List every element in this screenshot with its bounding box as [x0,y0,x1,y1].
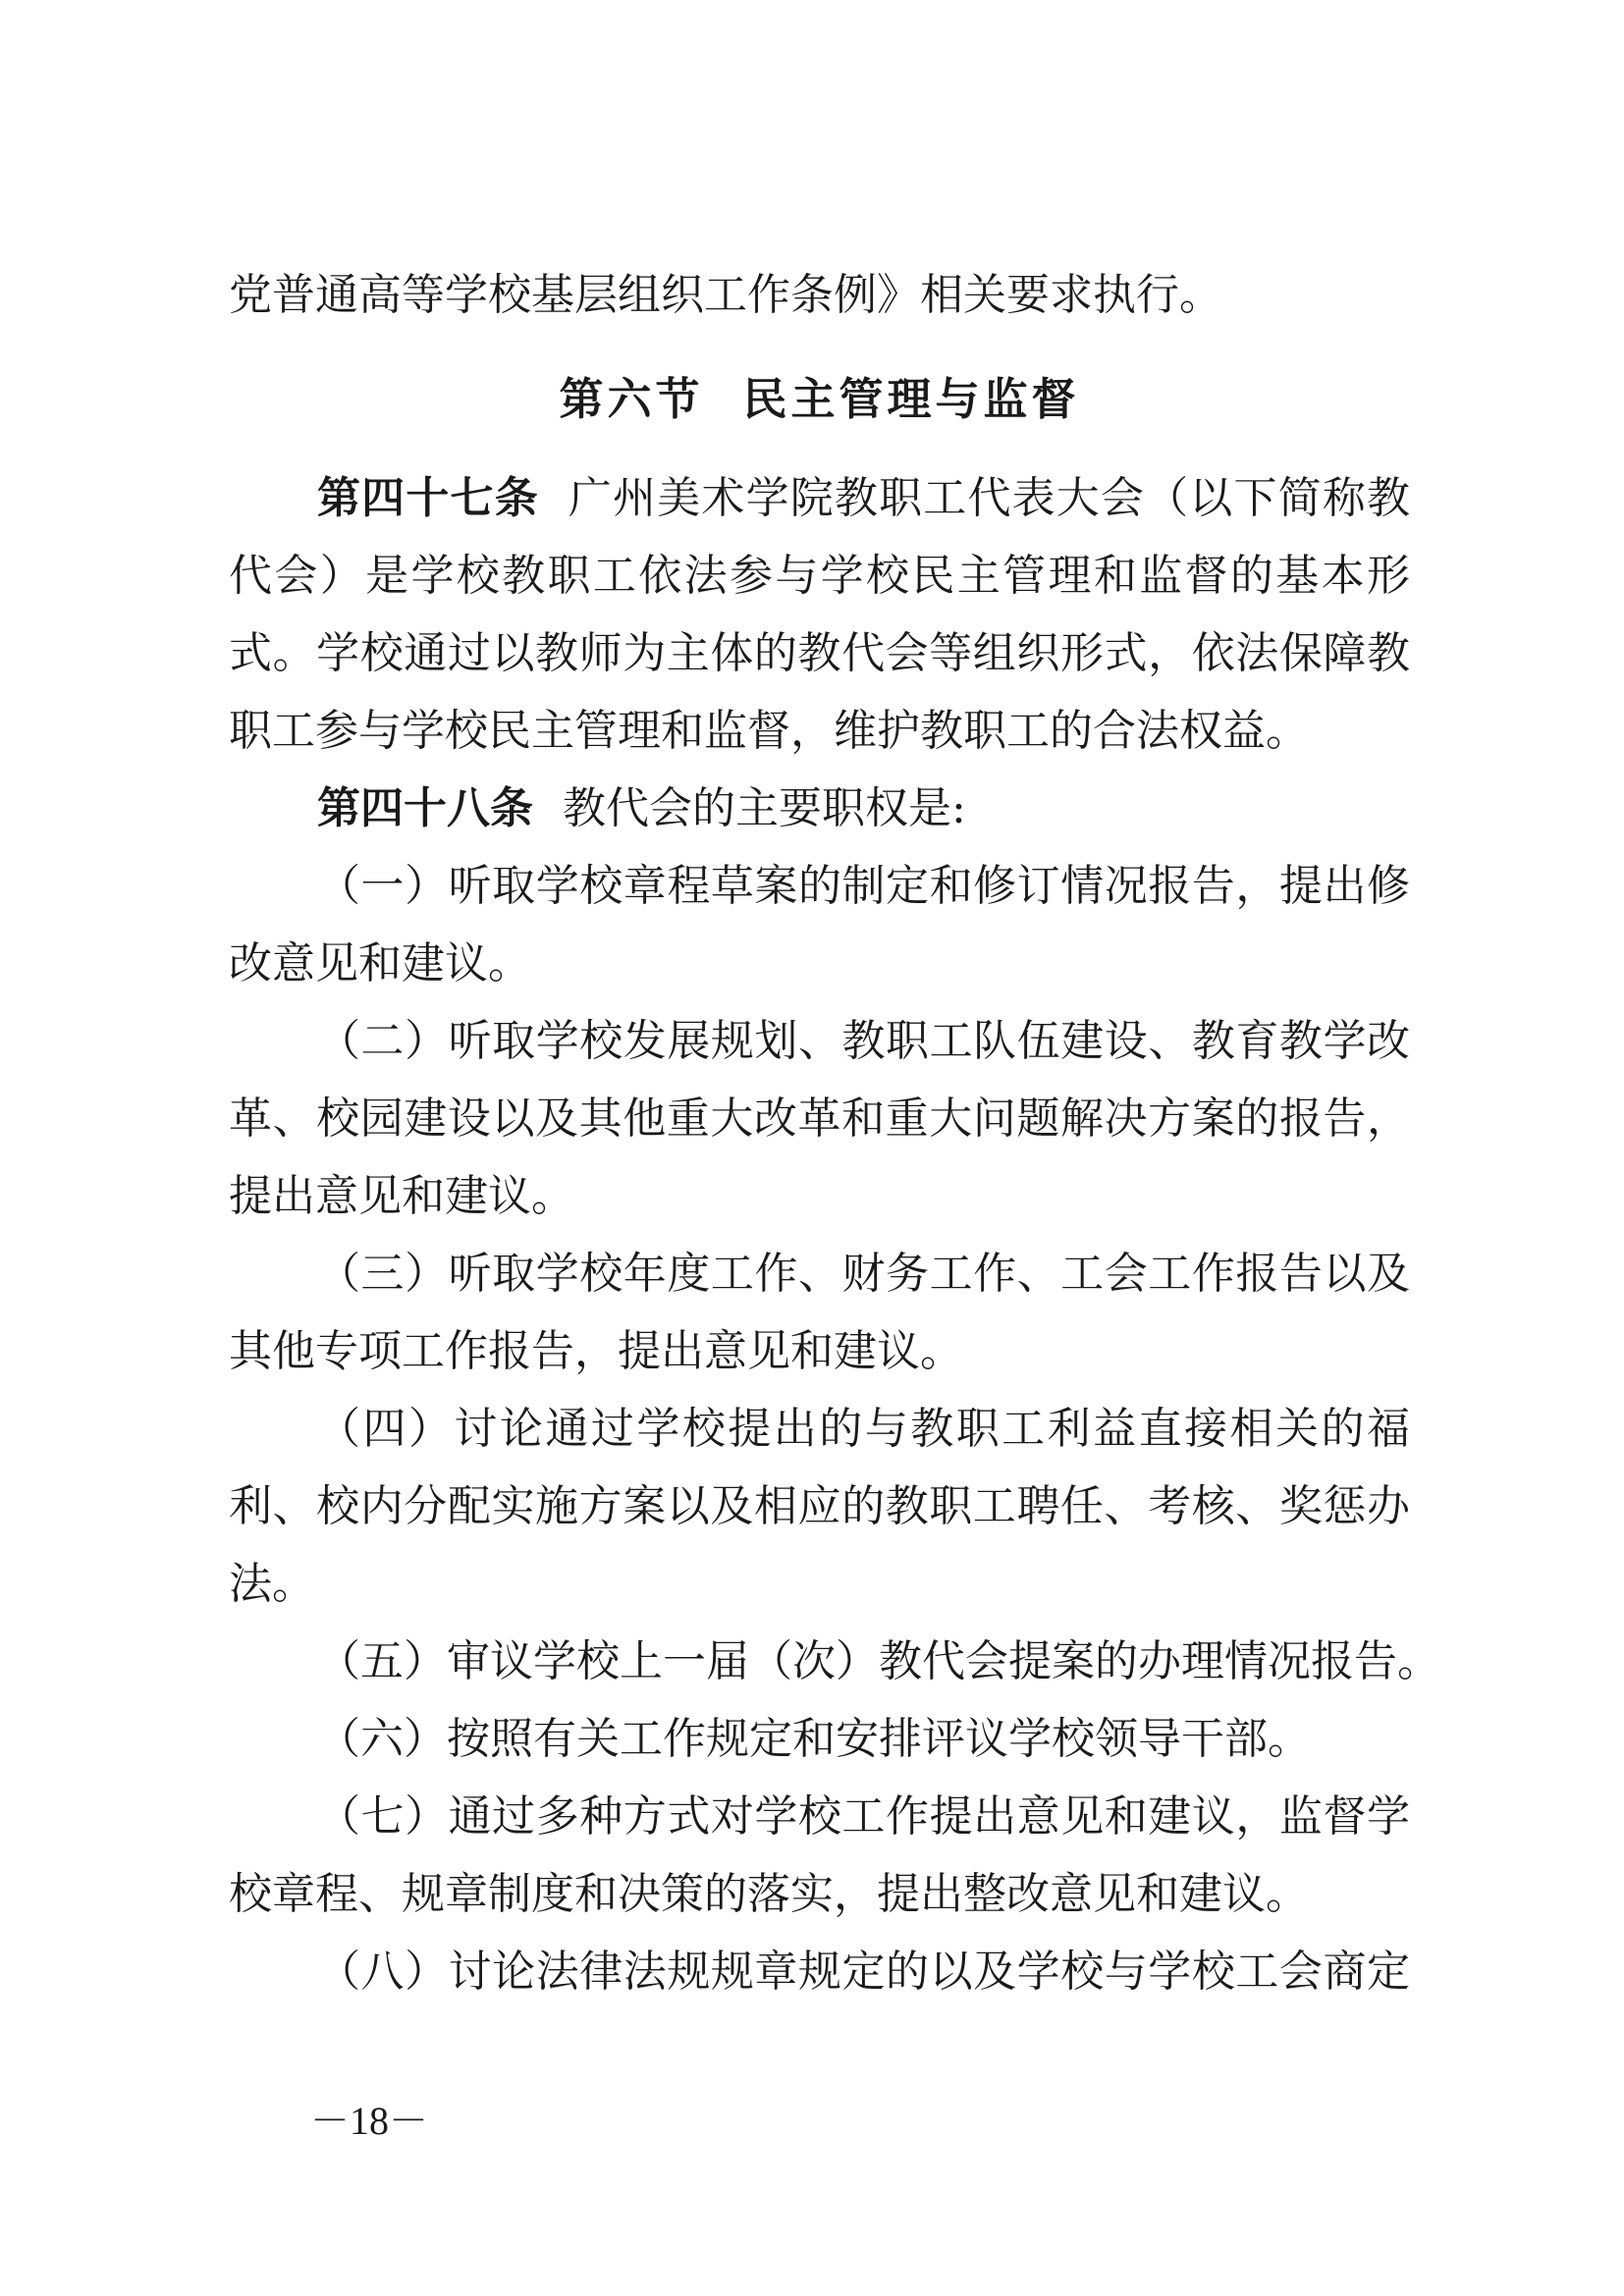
list-item-line: 利、校内分配实施方案以及相应的教职工聘任、考核、奖惩办 [229,1481,1410,1531]
paragraph-line: 职工参与学校民主管理和监督，维护教职工的合法权益。 [229,706,1309,756]
list-item-line: 其他专项工作报告，提出意见和建议。 [229,1326,963,1376]
line-text: 广州美术学院教职工代表大会（以下简称教 [568,473,1411,523]
article-47 [229,459,1410,770]
carryover-line: 党普通高等学校基层组织工作条例》相关要求执行。 [229,270,1222,320]
list-item-line: （二）听取学校发展规划、教职工队伍建设、教育教学改 [317,1016,1410,1066]
list-item-line: 提出意见和建议。 [229,1171,574,1221]
list-item-line: 法。 [229,1559,315,1609]
list-item-line: （八）讨论法律法规规章规定的以及学校与学校工会商定 [317,1947,1410,1997]
article-label: 第四十八条 [317,783,533,833]
list-item-line: （五）审议学校上一届（次）教代会提案的办理情况报告。 [317,1636,1440,1686]
list-item-line: （一）听取学校章程草案的制定和修订情况报告，提出修 [317,861,1410,911]
list-item-line: 革、校园建设以及其他重大改革和重大问题解决方案的报告， [229,1094,1410,1144]
page-number: －18－ [310,2099,428,2143]
list-item-line: 校章程、规章制度和决策的落实，提出整改意见和建议。 [229,1869,1309,1919]
list-item-line: （三）听取学校年度工作、财务工作、工会工作报告以及 [317,1249,1410,1299]
paragraph-line: 式。学校通过以教师为主体的教代会等组织形式，依法保障教 [229,628,1410,678]
section-number: 第六节 [559,373,704,425]
paragraph-line: 代会）是学校教职工依法参与学校民主管理和监督的基本形 [229,551,1410,601]
list-item-line: （七）通过多种方式对学校工作提出意见和建议，监督学 [317,1791,1410,1842]
section-title: 民主管理与监督 [742,373,1080,425]
paragraph-line [229,459,1410,537]
line-text: 教代会的主要职权是: [563,783,966,833]
document-page [229,256,1440,2010]
paragraph-line [229,770,1410,847]
article-label: 第四十七条 [317,473,539,523]
list-item-line: 改意见和建议。 [229,938,531,988]
list-item-line: （六）按照有关工作规定和安排评议学校领导干部。 [317,1714,1311,1764]
section-heading [229,360,1410,438]
list-item-line: （四）讨论通过学校提出的与教职工利益直接相关的福 [317,1404,1410,1454]
article-48 [229,770,1440,2010]
